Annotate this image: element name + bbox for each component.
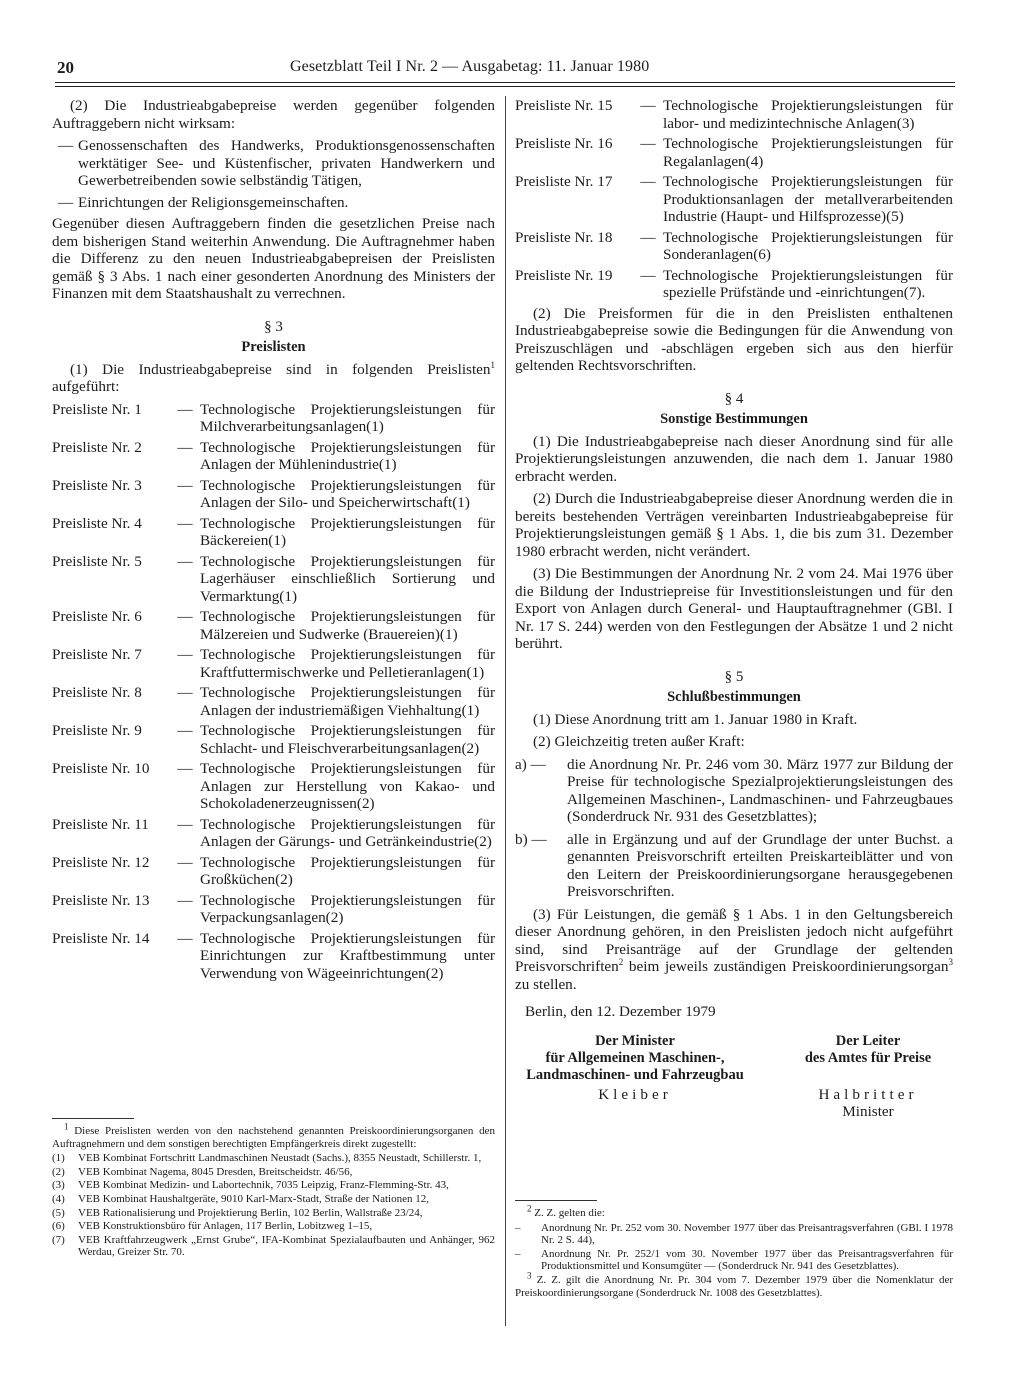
section-title: Preislisten: [241, 339, 306, 355]
paragraph: (2) Die Industrieabgabepreise werden gegenüber folgenden Auftraggebern nicht wirksam:: [52, 97, 495, 132]
price-list-entry: [52, 401, 495, 436]
footnote-item-text: VEB Kombinat Haushaltgeräte, 9010 Karl-Marx-Stadt, Straße der Nationen 12,: [78, 1192, 429, 1205]
price-list-label: Preisliste Nr. 19: [515, 266, 613, 284]
price-list-text: Technologische Projektierungsleistungen für Einrichtungen zur Kraftbestimmung unter Verwendung von Wägeeinrichtungen(2): [200, 929, 495, 982]
footnote-item-text: VEB Rationalisierung und Projektierung Berlin, 102 Berlin, Wallstraße 23/24,: [78, 1206, 423, 1219]
price-list-entry: [515, 97, 953, 132]
paragraph: (1) Die Industrieabgabepreise nach dieser Anordnung sind für alle Projektierungsleistungen anzuwenden, die nach dem 1. Januar 1980 erbracht werden.: [515, 432, 953, 485]
footnote-block: [515, 1200, 953, 1301]
price-list-label: Preisliste Nr. 1: [52, 400, 142, 418]
section-number: § 4: [724, 390, 744, 407]
price-list-entry: [515, 267, 953, 302]
footnote-intro: [515, 1270, 953, 1299]
price-list-text: Technologische Projektierungsleistungen für Kraftfuttermischwerke und Pelletieranlagen(1): [200, 646, 495, 681]
price-list-dash: —: [177, 891, 193, 909]
footnote-text: Diese Preislisten werden von den nachstehend genannten Preiskoordinierungsorganen den Auftragnehmern und dem sonstigen berechtigten Empfängerkreis direkt zugestellt:: [52, 1125, 495, 1150]
price-list-entry: [52, 892, 495, 927]
list-dash: —: [58, 193, 74, 211]
header-rule: [55, 86, 955, 87]
footnote-ref: 3: [948, 956, 953, 967]
right-column: [515, 97, 953, 1120]
signature-block: [515, 1033, 953, 1120]
paragraph: (3) Die Bestimmungen der Anordnung Nr. 2 vom 24. Mai 1976 über die Bildung der Industriepreise für Investitionsleistungen und für den Export von Anlagen durch General- und Hauptauftragnehmer (GBl. I Nr. 17 S. 244) werden von den Festlegungen der Absätze 1 und 2 nicht berührt.: [515, 565, 953, 652]
price-list-text: Technologische Projektierungsleistungen für Mälzereien und Sudwerke (Brauereien)(1): [200, 608, 495, 643]
list-item-text: die Anordnung Nr. Pr. 246 vom 30. März 1977 zur Bildung der Preise für technologische Spezialprojektierungsleistungen des Allgemeinen Maschinen-, Landmaschinen- und Fahrzeugbaues (Sonderdruck Nr. 931 des Gesetzblattes);: [567, 755, 953, 825]
price-list-label: Preisliste Nr. 13: [52, 891, 150, 909]
price-list-dash: —: [640, 228, 656, 246]
price-list-entry: [52, 684, 495, 719]
header-rule: [55, 82, 955, 83]
footnote-intro: [52, 1121, 495, 1150]
signature-left: [515, 1033, 755, 1120]
price-list-entry: [52, 646, 495, 681]
price-list-label: Preisliste Nr. 2: [52, 438, 142, 456]
price-list-dash: —: [177, 929, 193, 947]
footnote-item-label: (4): [52, 1192, 65, 1205]
paragraph: (2) Die Preisformen für die in den Preislisten enthaltenen Industrieabgabepreise sowie die Bedingungen für die Anwendung von Preiszuschlägen und -abschlägen ergeben sich aus den hierfür geltenden Rechtsvorschriften.: [515, 304, 953, 374]
footnote-item-text: VEB Kraftfahrzeugwerk „Ernst Grube“, IFA-Kombinat Spezialaufbauten und Anhänger, 962 Werdau, Greizer Str. 70.: [78, 1233, 495, 1259]
list-item: [515, 831, 953, 901]
price-list-label: Preisliste Nr. 18: [515, 228, 613, 246]
price-list-label: Preisliste Nr. 14: [52, 929, 150, 947]
price-list-entry: [52, 854, 495, 889]
signature-right: [783, 1033, 953, 1120]
price-list-label: Preisliste Nr. 11: [52, 815, 149, 833]
list-item-text: Einrichtungen der Religionsgemeinschaften.: [78, 193, 349, 211]
price-list-entries: [515, 97, 953, 302]
footnote-item-text: VEB Kombinat Fortschritt Landmaschinen Neustadt (Sachs.), 8355 Neustadt, Schillerstr. 1,: [78, 1152, 482, 1165]
price-list-text: Technologische Projektierungsleistungen für Lagerhäuser einschließlich Sortierung und Vermarktung(1): [200, 552, 495, 605]
price-list-entry: [52, 553, 495, 606]
footnote-rule: [515, 1200, 597, 1201]
price-list-label: Preisliste Nr. 5: [52, 552, 142, 570]
price-list-entry: [515, 135, 953, 170]
price-list-dash: —: [640, 135, 656, 152]
page-number: 20: [57, 58, 74, 77]
price-list-dash: —: [177, 438, 193, 456]
paragraph-text: (3) Für Leistungen, die gemäß § 1 Abs. 1 in den Geltungsbereich dieser Anordnung gehören, in den Preislisten jedoch nicht aufgeführt sind, sind Preisanträge auf der Grundlage der geltenden Preisvorschriften: [515, 905, 953, 975]
footnote-item: [515, 1222, 953, 1247]
footnote-mark: 2: [527, 1203, 532, 1214]
footnote-item: [52, 1220, 495, 1233]
place-date: Berlin, den 12. Dezember 1979: [525, 1003, 716, 1020]
price-list-text: Technologische Projektierungsleistungen für Sonderanlagen(6): [663, 228, 953, 263]
price-list-text: Technologische Projektierungsleistungen für Anlagen zur Herstellung von Kakao- und Schokoladenerzeugnissen(2): [200, 760, 495, 812]
price-list-text: Technologische Projektierungsleistungen für Anlagen der Silo- und Speicherwirtschaft(1): [200, 476, 495, 511]
footnote-item-text: VEB Kombinat Medizin- und Labortechnik, 7035 Leipzig, Franz-Flemming-Str. 43,: [78, 1179, 449, 1192]
price-list-label: Preisliste Nr. 16: [515, 135, 613, 152]
price-list-entry: [515, 229, 953, 264]
list-item: [52, 194, 495, 212]
paragraph-text: (1) Die Industrieabgabepreise sind in folgenden Preislisten: [70, 360, 491, 378]
price-list-dash: —: [177, 476, 193, 494]
signatory-name: Kleiber: [598, 1085, 672, 1103]
price-list-entry: [52, 608, 495, 643]
footnote-item-text: Anordnung Nr. Pr. 252 vom 30. November 1977 über das Preisantragsverfahren (GBl. I 1978 Nr. 2 S. 44),: [541, 1221, 953, 1247]
list-item-label: a) —: [515, 755, 546, 773]
footnote-item-text: Anordnung Nr. Pr. 252/1 vom 30. November 1977 über das Preisantragsverfahren für Produktionsmittel und Konsumgüter — (Sonderdruck Nr. 941 des Gesetzblattes).: [541, 1247, 953, 1273]
price-list-text: Technologische Projektierungsleistungen für spezielle Prüfstände und -einrichtungen(7).: [663, 266, 953, 301]
paragraph: (2) Gleichzeitig treten außer Kraft:: [533, 733, 745, 750]
signatory-title: Der Leiter: [835, 1032, 901, 1049]
footnote-intro: [515, 1203, 953, 1220]
price-list-entry: [52, 760, 495, 813]
footnote-mark: 1: [64, 1121, 69, 1132]
footnote-item-text: VEB Kombinat Nagema, 8045 Dresden, Breitscheidstr. 46/56,: [78, 1165, 353, 1178]
footnote-item: [52, 1152, 495, 1165]
price-list-label: Preisliste Nr. 15: [515, 97, 613, 114]
footnote-ref: 2: [618, 956, 624, 967]
column-divider: [505, 96, 506, 1326]
list-item-text: Genossenschaften des Handwerks, Produktionsgenossenschaften werktätiger See- und Küstenfischer, privaten Handwerkern und Gewerbetreibenden sowie selbständig Tätigen,: [78, 137, 495, 189]
footnote-text: Z. Z. gilt die Anordnung Nr. Pr. 304 vom 7. Dezember 1979 über die Nomenklatur der Preiskoordinierungsorgane (Sonderdruck Nr. 1008 des Gesetzblattes).: [515, 1273, 953, 1299]
price-list-text: Technologische Projektierungsleistungen für Regalanlagen(4): [663, 135, 953, 170]
signatory-role: Minister: [842, 1102, 894, 1120]
price-list-label: Preisliste Nr. 3: [52, 476, 142, 494]
price-list-dash: —: [177, 608, 193, 625]
footnote-rule: [52, 1118, 134, 1119]
footnote-item: [52, 1166, 495, 1179]
signatory-title: Der Minister: [595, 1032, 675, 1049]
footnote-item: [52, 1193, 495, 1206]
price-list-entry: [52, 722, 495, 757]
footnote-item-label: (6): [52, 1220, 65, 1233]
price-list-text: Technologische Projektierungsleistungen für Milchverarbeitungsanlagen(1): [200, 400, 495, 435]
price-list-label: Preisliste Nr. 6: [52, 608, 142, 625]
footnote-item-text: VEB Konstruktionsbüro für Anlagen, 117 Berlin, Lobitzweg 1–15,: [78, 1220, 373, 1233]
price-list-label: Preisliste Nr. 4: [52, 514, 142, 532]
price-list-text: Technologische Projektierungsleistungen für Bäckereien(1): [200, 514, 495, 549]
price-list-label: Preisliste Nr. 10: [52, 760, 150, 777]
signatory-name: Halbritter: [818, 1085, 918, 1103]
list-item-text: alle in Ergänzung und auf der Grundlage der unter Buchst. a genannten Preisvorschrift erteilten Preiskarteiblätter und von den Leitern der Preiskoordinierungsorgane herausgegebenen Preisvorschriften.: [567, 830, 953, 900]
price-list-label: Preisliste Nr. 12: [52, 853, 150, 871]
list-item: [515, 756, 953, 826]
footnote-item-label: (1): [52, 1152, 65, 1165]
price-list-label: Preisliste Nr. 9: [52, 722, 142, 739]
footnote-item: [52, 1207, 495, 1220]
paragraph: (1) Diese Anordnung tritt am 1. Januar 1980 in Kraft.: [533, 710, 858, 728]
running-title: Gesetzblatt Teil I Nr. 2 — Ausgabetag: 11. Januar 1980: [290, 58, 650, 75]
paragraph-text: zu stellen.: [515, 975, 577, 993]
section-number: § 5: [724, 668, 744, 685]
price-list-dash: —: [640, 173, 656, 190]
footnote-item: [515, 1248, 953, 1273]
price-list-dash: —: [640, 266, 656, 284]
list-item: [52, 137, 495, 190]
price-list-label: Preisliste Nr. 7: [52, 646, 142, 663]
price-list-text: Technologische Projektierungsleistungen für Anlagen der Gärungs- und Getränkeindustrie(2): [200, 815, 495, 850]
footnote-item-label: (2): [52, 1165, 65, 1178]
paragraph: (2) Durch die Industrieabgabepreise dieser Anordnung werden die in bereits bestehenden Verträgen vereinbarten Industrieabgabepreise für Projektierungsleistungen gemäß § 1 Abs. 1, die bis zum 31. Dezember 1980 erbracht werden, nicht verändert.: [515, 490, 953, 560]
footnote-item: [52, 1179, 495, 1192]
price-list-text: Technologische Projektierungsleistungen für Verpackungsanlagen(2): [200, 891, 495, 926]
price-list-entry: [515, 173, 953, 226]
signatory-title: für Allgemeinen Maschinen-,: [545, 1049, 725, 1066]
price-list-text: Technologische Projektierungsleistungen für Anlagen der industriemäßigen Viehhaltung(1): [200, 684, 495, 719]
price-list-entry: [52, 515, 495, 550]
price-list-text: Technologische Projektierungsleistungen für Anlagen der Mühlenindustrie(1): [200, 438, 495, 473]
footnote-item-label: –: [515, 1247, 521, 1260]
price-list-label: Preisliste Nr. 8: [52, 684, 142, 701]
footnote-item-label: (3): [52, 1179, 65, 1192]
list-item-label: b) —: [515, 830, 547, 848]
price-list-label: Preisliste Nr. 17: [515, 173, 613, 190]
price-list-text: Technologische Projektierungsleistungen für Großküchen(2): [200, 853, 495, 888]
price-list-text: Technologische Projektierungsleistungen für Produktionsanlagen der metallverarbeitenden Industrie (Haupt- und Hilfsprozesse)(5): [663, 173, 953, 225]
footnote-item-label: (5): [52, 1206, 65, 1219]
price-list-entries: [52, 401, 495, 983]
footnote-item-label: –: [515, 1221, 521, 1234]
price-list-dash: —: [177, 400, 193, 418]
price-list-dash: —: [177, 684, 193, 701]
price-list-dash: —: [640, 97, 656, 114]
footnote-item-label: (7): [52, 1233, 65, 1246]
price-list-text: Technologische Projektierungsleistungen für labor- und medizintechnische Anlagen(3): [663, 97, 953, 132]
price-list-dash: —: [177, 552, 193, 570]
signatory-title: des Amtes für Preise: [804, 1049, 932, 1066]
price-list-entry: [52, 930, 495, 983]
price-list-entry: [52, 439, 495, 474]
footnote-text: Z. Z. gelten die:: [531, 1207, 605, 1219]
price-list-dash: —: [177, 646, 193, 663]
footnote-ref: 1: [490, 359, 495, 370]
price-list-text: Technologische Projektierungsleistungen für Schlacht- und Fleischverarbeitungsanlagen(2): [200, 722, 495, 757]
section-number: § 3: [264, 318, 283, 335]
left-column: [52, 97, 495, 985]
section-title: Sonstige Bestimmungen: [660, 411, 808, 427]
footnote-mark: 3: [527, 1270, 532, 1281]
price-list-dash: —: [177, 514, 193, 532]
price-list-entry: [52, 816, 495, 851]
paragraph: Gegenüber diesen Auftraggebern finden die gesetzlichen Preise nach dem bisherigen Stand weiterhin Anwendung. Die Auftragnehmer haben die Differenz zu den neuen Industrieabgabepreisen der Preislisten gemäß § 3 Abs. 1 nach einer gesonderten Anordnung des Ministers der Finanzen mit dem Staatshaushalt zu verrechnen.: [52, 215, 495, 302]
price-list-entry: [52, 477, 495, 512]
price-list-dash: —: [177, 722, 193, 739]
price-list-dash: —: [177, 760, 193, 777]
paragraph-text: beim jeweils zuständigen Preiskoordinierungsorgan: [623, 958, 949, 975]
price-list-dash: —: [177, 853, 193, 871]
list-dash: —: [58, 137, 74, 154]
paragraph: [515, 906, 953, 994]
price-list-dash: —: [177, 815, 193, 833]
footnote-items: [515, 1222, 953, 1273]
footnote-item: [52, 1234, 495, 1259]
footnote-block: [52, 1118, 495, 1260]
paragraph: [52, 361, 495, 396]
section-title: Schlußbestimmungen: [667, 689, 801, 705]
signatory-title: Landmaschinen- und Fahrzeugbau: [526, 1066, 744, 1083]
paragraph-text: aufgeführt:: [52, 378, 120, 395]
footnote-items: [52, 1152, 495, 1259]
